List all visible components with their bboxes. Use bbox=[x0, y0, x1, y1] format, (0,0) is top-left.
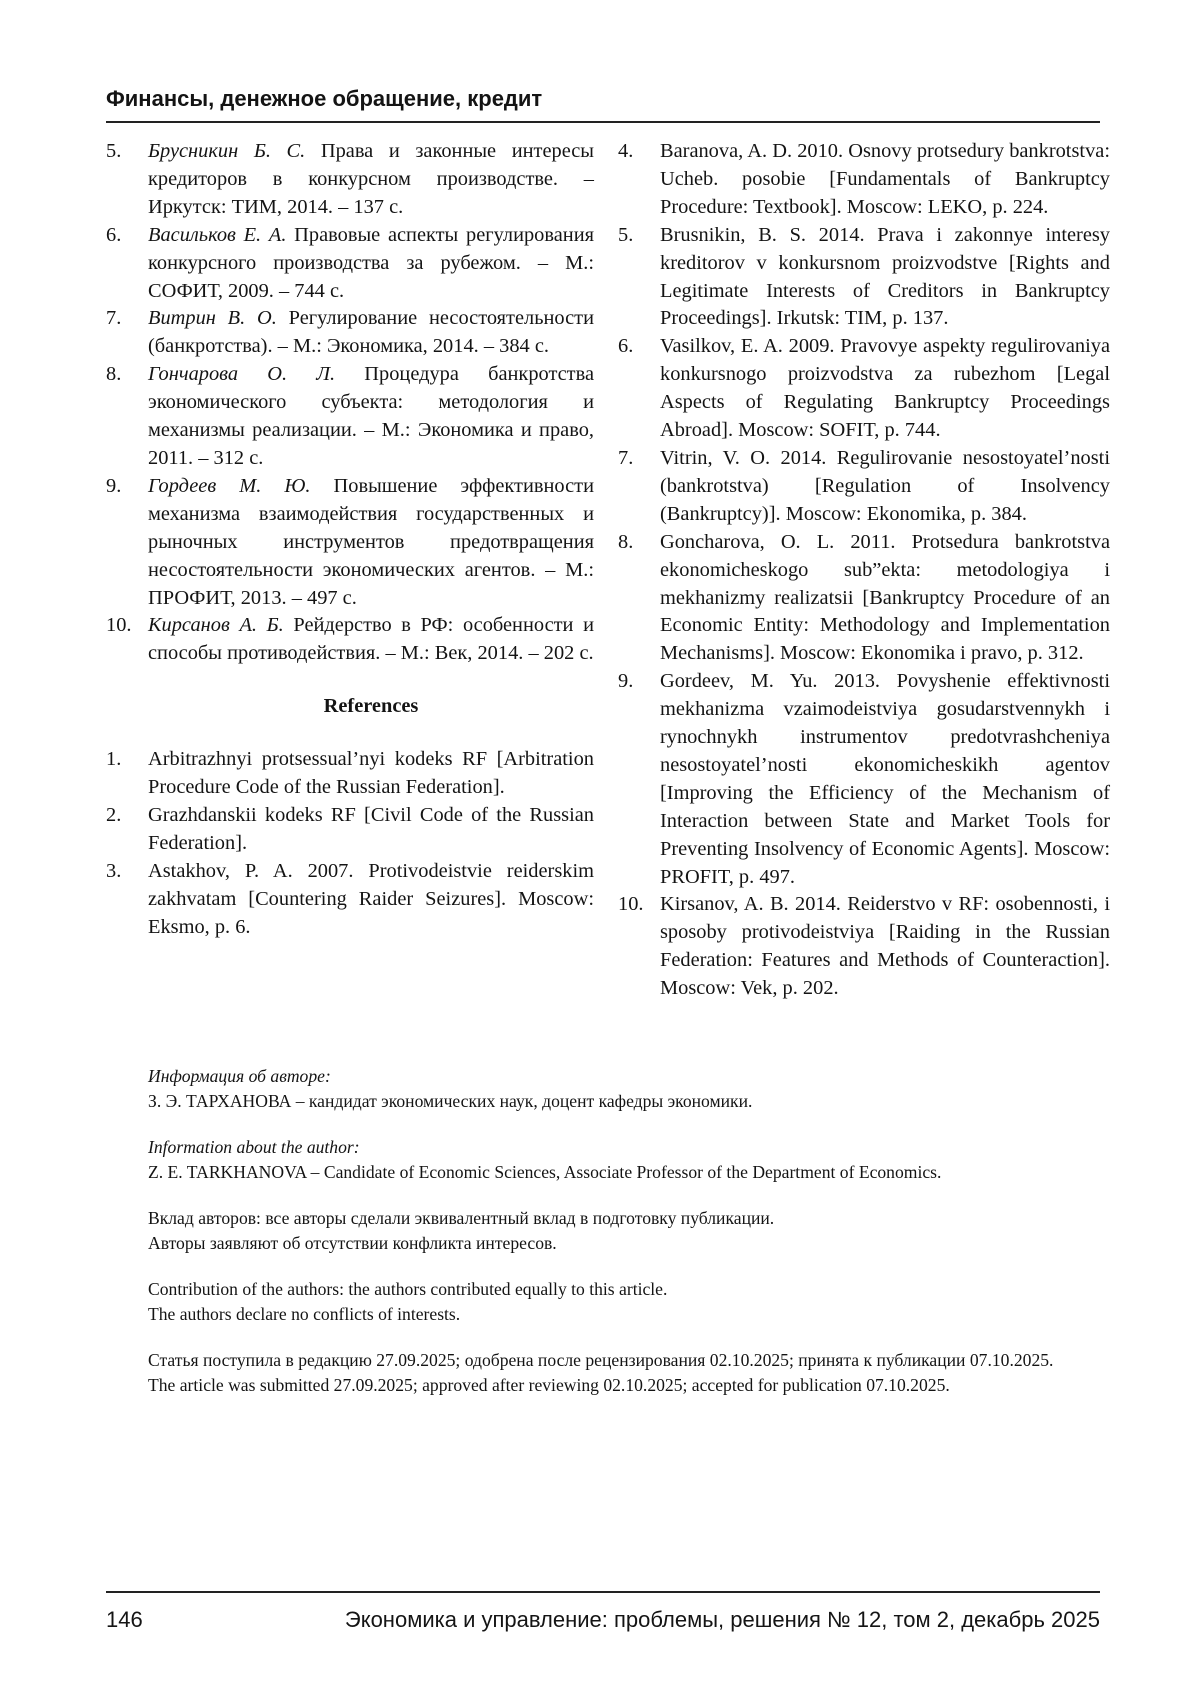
ref-author: Гордеев М. Ю. bbox=[148, 475, 310, 497]
ref-text: Arbitrazhnyi protsessual’nyi kodeks RF [Arbitration Procedure Code of the Russian Federation]. bbox=[148, 746, 594, 802]
ref-text: Vasilkov, E. A. 2009. Pravovye aspekty regulirovaniya konkursnogo proizvodstva za rubezhom [Legal Aspects of Regulating Bankruptcy Proceedings Abroad]. Moscow: SOFIT, p. 744. bbox=[660, 333, 1110, 445]
ref-number: 1. bbox=[106, 746, 148, 774]
ref-body: Регулирование несостоятельности (банкротства). – М.: Экономика, 2014. – 384 с. bbox=[148, 307, 594, 357]
ref-number: 4. bbox=[618, 138, 660, 166]
page bbox=[0, 0, 1200, 1698]
reference-item bbox=[618, 333, 1110, 445]
ref-text: Astakhov, P. A. 2007. Protivodeistvie reiderskim zakhvatam [Countering Raider Seizures]. Moscow: Eksmo, p. 6. bbox=[148, 858, 594, 942]
ref-text: Brusnikin, B. S. 2014. Prava i zakonnye interesy kreditorov v konkursnom proizvodstve [Rights and Legitimate Interests of Creditors in Bankruptcy Proceedings]. Irkutsk: TIM, p. 137. bbox=[660, 222, 1110, 334]
footer-rule bbox=[106, 1591, 1100, 1593]
left-column bbox=[106, 138, 594, 941]
reference-item bbox=[618, 445, 1110, 529]
ref-number: 10. bbox=[618, 891, 660, 919]
reference-item bbox=[618, 668, 1110, 891]
reference-item bbox=[106, 858, 594, 942]
ref-number: 10. bbox=[106, 612, 148, 640]
ref-author: Витрин В. О. bbox=[148, 307, 277, 329]
ref-number: 9. bbox=[618, 668, 660, 696]
ref-author: Гончарова О. Л. bbox=[148, 363, 335, 385]
ref-body: Правовые аспекты регулирования конкурсного производства за рубежом. – М.: СОФИТ, 2009. – 744 с. bbox=[148, 224, 594, 302]
ref-number: 2. bbox=[106, 802, 148, 830]
ref-text: Gordeev, M. Yu. 2013. Povyshenie effektivnosti mekhanizma vzaimodeistviya gosudarstvennykh i rynochnykh instrumentov predotvrashcheniya nesostoyatel’nosti ekonomicheskikh agentov [Improving the Efficiency of the Mechanism of Interaction between State and Market Tools for Preventing Insolvency of Economic Agents]. Moscow: PROFIT, p. 497. bbox=[660, 668, 1110, 891]
ref-text: Goncharova, O. L. 2011. Protsedura bankrotstva ekonomicheskogo sub”ekta: metodologiya i mekhanizmy realizatsii [Bankruptcy Procedure of an Economic Entity: Methodology and Implementation Mechanisms]. Moscow: Ekonomika i pravo, p. 312. bbox=[660, 529, 1110, 669]
ref-item bbox=[106, 222, 594, 306]
page-number: 146 bbox=[106, 1606, 143, 1634]
author-info-en: Z. E. TARKHANOVA – Candidate of Economic Sciences, Associate Professor of the Department of Economics. bbox=[148, 1160, 1100, 1185]
ref-author: Васильков Е. А. bbox=[148, 224, 286, 246]
ref-number: 6. bbox=[618, 333, 660, 361]
article-notes bbox=[148, 1064, 1100, 1397]
ref-body: Процедура банкротства экономического субъекта: методология и механизмы реализации. – М.: Экономика и право, 2011. – 312 с. bbox=[148, 363, 594, 469]
running-head: Финансы, денежное обращение, кредит bbox=[106, 86, 1100, 112]
contribution-ru-1: Вклад авторов: все авторы сделали эквивалентный вклад в подготовку публикации. bbox=[148, 1206, 1100, 1231]
references-heading: References bbox=[106, 693, 594, 721]
ref-item bbox=[106, 305, 594, 361]
reference-item bbox=[618, 222, 1110, 334]
dates-en: The article was submitted 27.09.2025; approved after reviewing 02.10.2025; accepted for publication 07.10.2025. bbox=[148, 1373, 1100, 1398]
ref-body: Повышение эффективности механизма взаимодействия государственных и рыночных инструментов предотвращения несостоятельности экономических агентов. – М.: ПРОФИТ, 2013. – 497 с. bbox=[148, 475, 594, 609]
author-info-label-ru: Информация об авторе: bbox=[148, 1064, 1100, 1089]
ref-number: 7. bbox=[106, 305, 148, 333]
ref-number: 8. bbox=[106, 361, 148, 389]
contribution-ru-2: Авторы заявляют об отсутствии конфликта интересов. bbox=[148, 1231, 1100, 1256]
header-rule bbox=[106, 121, 1100, 123]
ref-text bbox=[148, 612, 594, 668]
ref-author: Кирсанов А. Б. bbox=[148, 614, 284, 636]
reference-item bbox=[618, 138, 1110, 222]
dates-ru: Статья поступила в редакцию 27.09.2025; одобрена после рецензирования 02.10.2025; принята к публикации 07.10.2025. bbox=[148, 1348, 1100, 1373]
ref-number: 8. bbox=[618, 529, 660, 557]
author-info-ru: З. Э. ТАРХАНОВА – кандидат экономических наук, доцент кафедры экономики. bbox=[148, 1089, 1100, 1114]
ref-item bbox=[106, 612, 594, 668]
ref-body: Права и законные интересы кредиторов в конкурсном производстве. – Иркутск: ТИМ, 2014. – 137 с. bbox=[148, 140, 594, 218]
contribution-en-1: Contribution of the authors: the authors contributed equally to this article. bbox=[148, 1277, 1100, 1302]
page-footer bbox=[106, 1606, 1100, 1634]
ref-text bbox=[148, 473, 594, 613]
ref-text: Baranova, A. D. 2010. Osnovy protsedury bankrotstva: Ucheb. posobie [Fundamentals of Bankruptcy Procedure: Textbook]. Moscow: LEKO, p. 224. bbox=[660, 138, 1110, 222]
ref-item bbox=[106, 473, 594, 613]
ref-text: Grazhdanskii kodeks RF [Civil Code of the Russian Federation]. bbox=[148, 802, 594, 858]
ref-text: Kirsanov, A. B. 2014. Reiderstvo v RF: osobennosti, i sposoby protivodeistviya [Raiding in the Russian Federation: Features and Methods of Counteraction]. Moscow: Vek, p. 202. bbox=[660, 891, 1110, 1003]
reference-item bbox=[618, 891, 1110, 1003]
ref-text bbox=[148, 138, 594, 222]
ref-text bbox=[148, 305, 594, 361]
ref-number: 9. bbox=[106, 473, 148, 501]
ref-item bbox=[106, 138, 594, 222]
reference-item bbox=[618, 529, 1110, 669]
ref-number: 5. bbox=[106, 138, 148, 166]
ref-number: 7. bbox=[618, 445, 660, 473]
ref-text: Vitrin, V. O. 2014. Regulirovanie nesostoyatel’nosti (bankrotstva) [Regulation of Insolvency (Bankruptcy)]. Moscow: Ekonomika, p. 384. bbox=[660, 445, 1110, 529]
reference-item bbox=[106, 746, 594, 802]
right-column bbox=[618, 138, 1110, 1003]
author-info-label-en: Information about the author: bbox=[148, 1135, 1100, 1160]
ref-text bbox=[148, 222, 594, 306]
ref-body: Рейдерство в РФ: особенности и способы противодействия. – М.: Век, 2014. – 202 с. bbox=[148, 614, 594, 664]
ref-item bbox=[106, 361, 594, 473]
ref-text bbox=[148, 361, 594, 473]
ref-number: 5. bbox=[618, 222, 660, 250]
reference-item bbox=[106, 802, 594, 858]
contribution-en-2: The authors declare no conflicts of interests. bbox=[148, 1302, 1100, 1327]
ref-number: 3. bbox=[106, 858, 148, 886]
ref-author: Брусникин Б. С. bbox=[148, 140, 305, 162]
journal-title: Экономика и управление: проблемы, решения № 12, том 2, декабрь 2025 bbox=[345, 1606, 1100, 1634]
ref-number: 6. bbox=[106, 222, 148, 250]
